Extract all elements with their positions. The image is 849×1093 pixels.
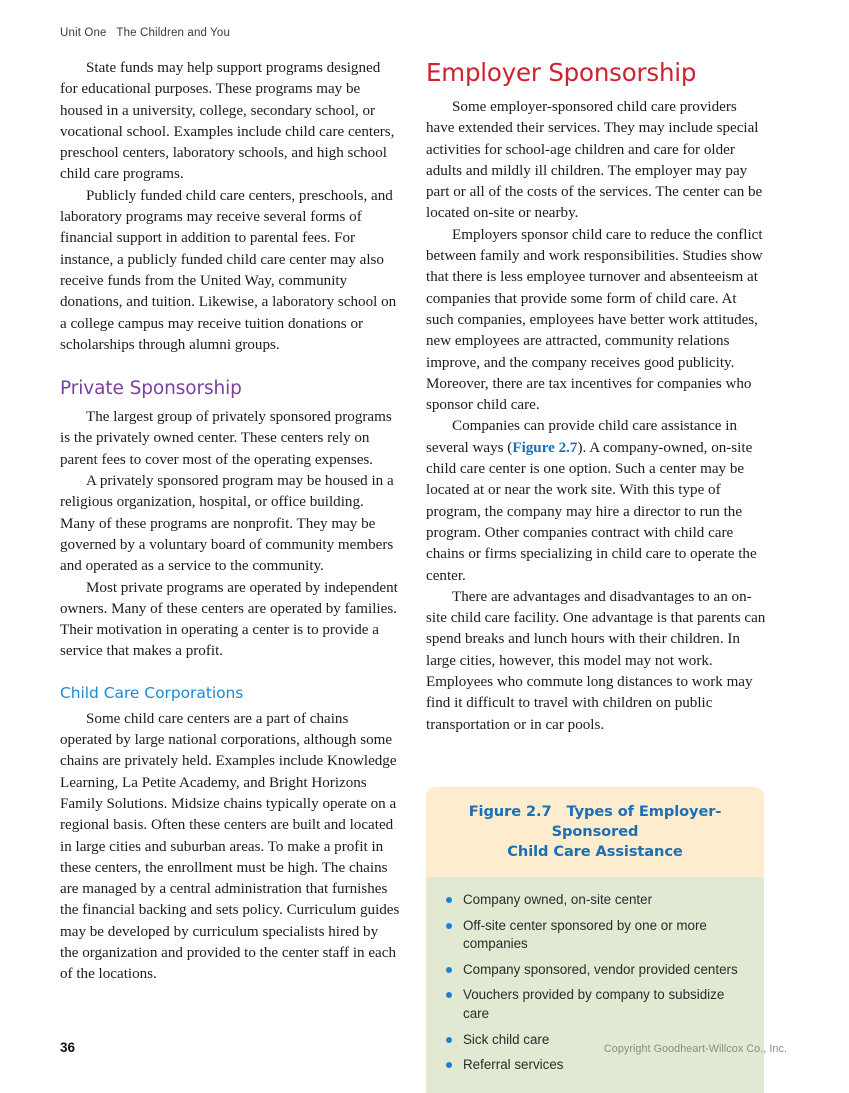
figure-header xyxy=(426,787,764,877)
list-item xyxy=(442,1056,748,1075)
paragraph: The largest group of privately sponsored programs is the privately owned center. These centers rely on parent fees to cover most of the operating expenses. xyxy=(60,409,392,468)
list-item-label: Referral services xyxy=(463,1057,564,1073)
paragraph-with-figure-reference xyxy=(426,416,766,586)
figure-title-line-2: Child Care Assistance xyxy=(507,843,683,860)
bullet-icon xyxy=(446,992,452,998)
paragraph: Most private programs are operated by independent owners. Many of these centers are operated by families. Their motivation in operating a center is to provide a service that makes a profit. xyxy=(60,579,398,660)
list-item xyxy=(442,961,748,980)
paragraph-text-after-link: ). A company-owned, on-site child care center is one option. Such a center may be located at or near the work site. With this type of program, the company may hire a director to run the program. Other companies contract with child care chains or firms specializing in child care to operate the center. xyxy=(426,439,757,584)
paragraph: Publicly funded child care centers, preschools, and laboratory programs may receive several forms of financial support in addition to parental fees. For instance, a publicly funded child care center may also receive funds from the United Way, community donations, and tuition. Likewise, a laboratory school on a college campus may receive tuition donations or scholarships through alumni groups. xyxy=(60,187,397,353)
copyright-notice: Copyright Goodheart-Willcox Co., Inc. xyxy=(603,1043,787,1055)
paragraph: There are advantages and disadvantages to an on-site child care facility. One advantage is that parents can spend breaks and lunch hours with their children. In large cities, however, this model may not work. Employees who commute long distances to work may find it difficult to travel with children on public transportation or in car pools. xyxy=(426,588,766,733)
figure-title-line-1: Types of Employer-Sponsored xyxy=(551,803,722,840)
figure-body xyxy=(426,877,764,1093)
paragraph: Employers sponsor child care to reduce the conflict between family and work responsibilities. Studies show that there is less employee turnover and absenteeism at companies that provide some form of child care. At such companies, employees have better work attitudes, new employees are attracted, community relations improve, and the company receives good publicity. Moreover, there are tax incentives for companies who sponsor child care. xyxy=(426,226,763,414)
figure-title xyxy=(440,802,750,862)
list-item-label: Off-site center sponsored by one or more companies xyxy=(463,917,707,952)
bullet-icon xyxy=(446,967,452,973)
paragraph: State funds may help support programs designed for educational purposes. These programs may be housed in a university, college, secondary school, or vocational school. Examples include child care centers, preschool centers, laboratory schools, and high school child care programs. xyxy=(60,60,395,183)
list-item xyxy=(442,891,748,910)
bullet-icon xyxy=(446,923,452,929)
running-head: Unit One The Children and You xyxy=(60,27,231,39)
paragraph: Some child care centers are a part of chains operated by large national corporations, although some chains are privately held. Examples include Knowledge Learning, La Petite Academy, and Bright Horizons Family Solutions. Midsize chains typically operate on a regional basis. Often these centers are built and located in large cities and suburban areas. To make a profit in these centers, the enrollment must be high. The chains are managed by a central administration that furnishes the financial backing and sets policy. Curriculum guides may be developed by curriculum specialists hired by the organization and provided to the center staff in each of the locations. xyxy=(60,710,400,983)
subsection-heading-child-care-corporations: Child Care Corporations xyxy=(60,683,244,702)
list-item-label: Vouchers provided by company to subsidize care xyxy=(463,987,725,1021)
bullet-icon xyxy=(446,1062,452,1068)
bullet-icon xyxy=(446,1037,452,1043)
list-item xyxy=(442,986,748,1023)
page-number: 36 xyxy=(60,1040,76,1055)
section-heading-employer-sponsorship: Employer Sponsorship xyxy=(426,58,697,87)
paragraph-text-before-link: Companies can provide child care assistance in several ways ( xyxy=(426,418,738,456)
left-column xyxy=(60,58,400,986)
bullet-icon xyxy=(446,897,452,903)
list-item-label: Company sponsored, vendor provided centers xyxy=(463,961,738,977)
figure-reference-link[interactable]: Figure 2.7 xyxy=(512,439,578,456)
paragraph: Some employer-sponsored child care providers have extended their services. They may include special activities for school-age children and care for older adults and mildly ill children. The employer may pay part or all of the costs of the services. The center can be located on-site or nearby. xyxy=(426,99,763,222)
right-column xyxy=(426,58,766,736)
list-item-label: Sick child care xyxy=(463,1031,550,1047)
figure-number: Figure 2.7 xyxy=(468,803,552,820)
list-item-label: Company owned, on-site center xyxy=(463,892,653,907)
list-item xyxy=(442,917,748,954)
section-heading-private-sponsorship: Private Sponsorship xyxy=(60,378,242,400)
paragraph: A privately sponsored program may be housed in a religious organization, hospital, or office building. Many of these programs are nonprofit. They may be governed by a voluntary board of community members and operated as a service to the community. xyxy=(60,473,394,575)
